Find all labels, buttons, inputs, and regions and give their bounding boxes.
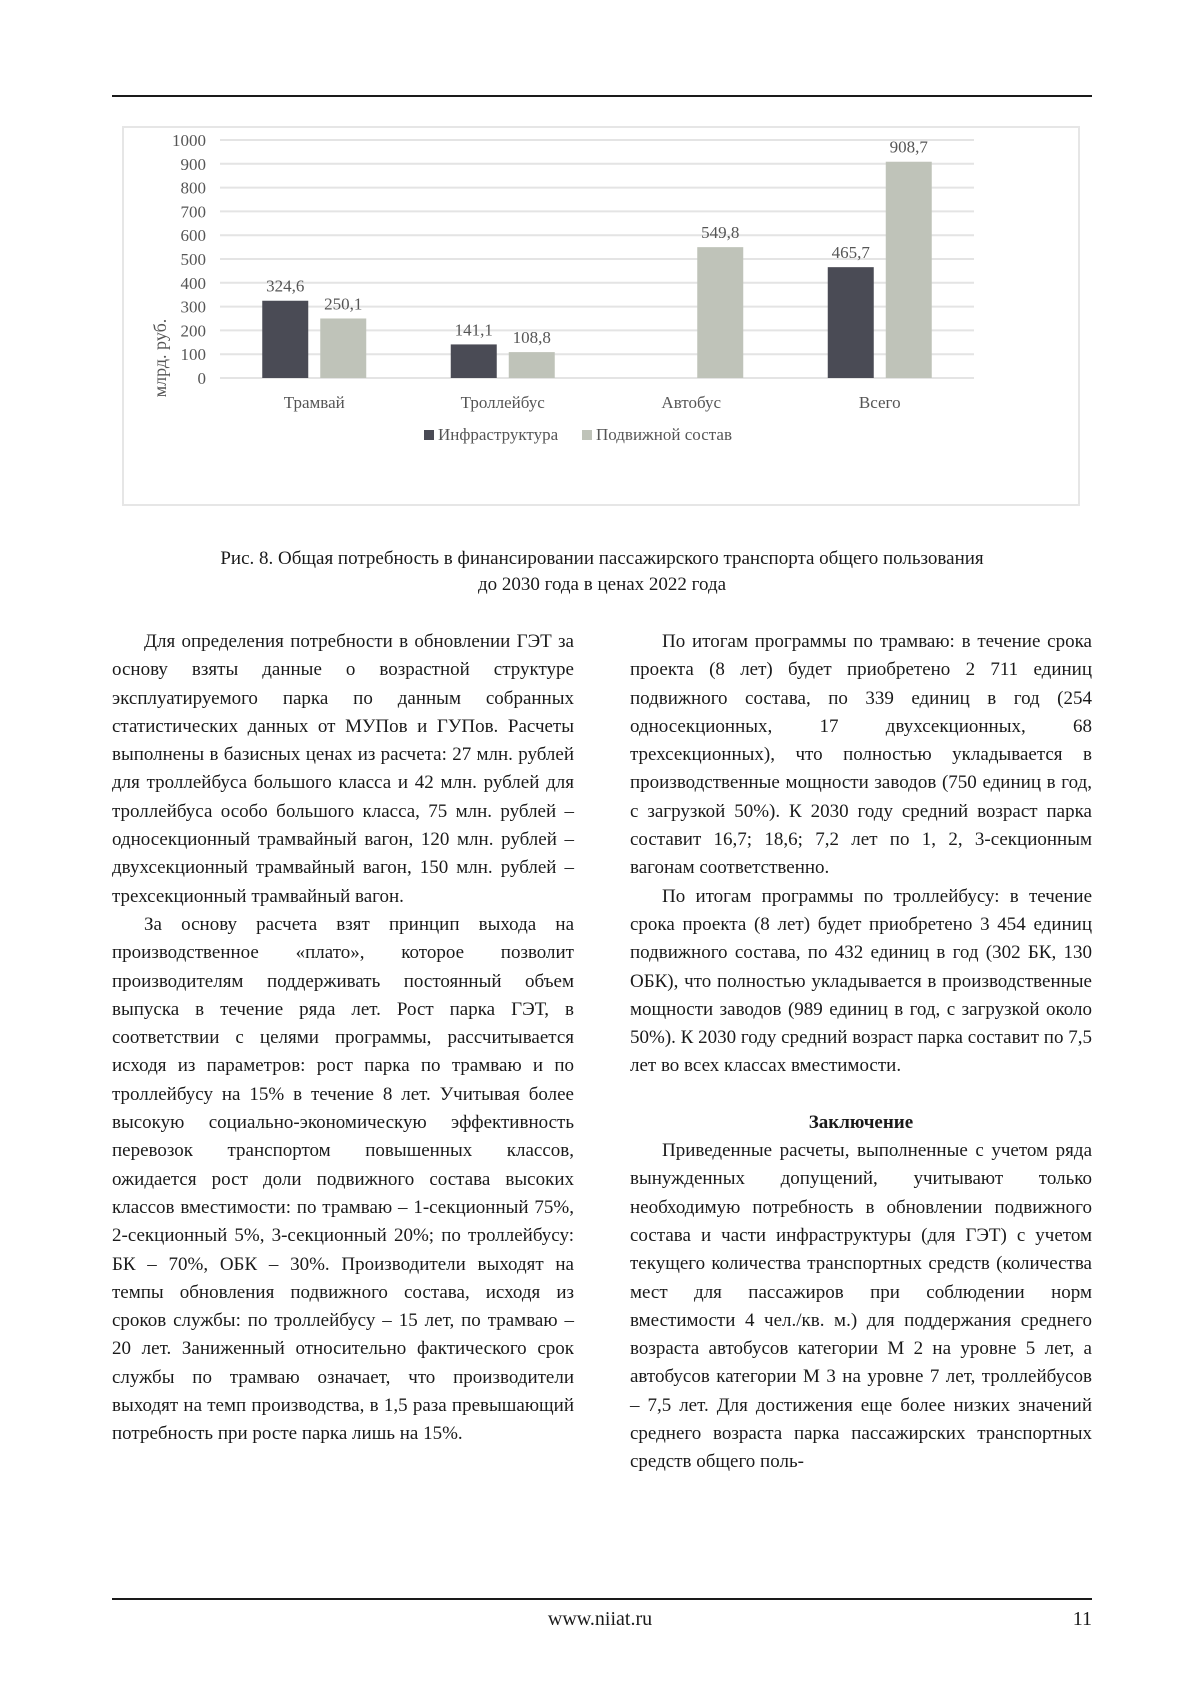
data-label: 549,8 bbox=[701, 223, 740, 243]
x-tick-label: Всего bbox=[858, 393, 901, 412]
x-tick-label: Трамвай bbox=[283, 393, 345, 412]
bar bbox=[697, 247, 743, 378]
page-number: 11 bbox=[1072, 1608, 1092, 1630]
caption-line-2: до 2030 года в ценах 2022 года bbox=[477, 574, 727, 595]
section-heading: Заключение bbox=[808, 1111, 914, 1133]
legend-label: Подвижной состав bbox=[596, 425, 732, 444]
data-label: 324,6 bbox=[266, 276, 305, 296]
footer-url-link[interactable]: www.niiat.ru bbox=[547, 1608, 653, 1630]
legend-swatch bbox=[582, 430, 592, 440]
y-tick-label: 400 bbox=[180, 273, 206, 293]
legend-swatch bbox=[424, 430, 434, 440]
paragraph: По итогам программы по трамваю: в течение срока проекта (8 лет) будет приобретено 2 711 единиц подвижного состава, по 339 единиц в год (254 односекционных, 17 двухсекционных, 68 трехсекционных), что полностью укладывается в производственные мощности заводов (750 единиц в год, с загрузкой 50%). К 2030 году средний возраст парка составит 16,7; 18,6; 7,2 лет по 1, 2, 3-секционным вагонам соответственно. bbox=[630, 631, 1092, 879]
bar bbox=[509, 352, 555, 378]
paragraph: По итогам программы по троллейбусу: в течение срока проекта (8 лет) будет приобретено 3 454 единиц подвижного состава, по 432 единиц в год (302 БК, 130 ОБК), что полностью укладывается в производственные мощности заводов (989 единиц в год, с загрузкой около 50%). К 2030 году средний возраст парка составит по 7,5 лет во всех классах вместимости. bbox=[630, 885, 1092, 1077]
data-label: 141,1 bbox=[454, 320, 493, 340]
data-label: 250,1 bbox=[324, 294, 363, 314]
y-axis-label: млрд. руб. bbox=[150, 318, 170, 398]
footer-rule bbox=[112, 1598, 1092, 1600]
legend-label: Инфраструктура bbox=[438, 425, 559, 444]
bar bbox=[886, 162, 932, 378]
bar bbox=[828, 267, 874, 378]
bar-chart bbox=[122, 126, 1080, 506]
y-tick-label: 200 bbox=[180, 321, 206, 341]
y-tick-label: 500 bbox=[180, 250, 206, 269]
data-label: 465,7 bbox=[831, 243, 870, 263]
y-tick-label: 800 bbox=[180, 178, 206, 198]
chart-canvas bbox=[124, 128, 1082, 508]
figure-caption bbox=[112, 546, 1092, 598]
right-column bbox=[630, 628, 1092, 1477]
header-rule bbox=[112, 95, 1092, 97]
paragraph: Для определения потребности в обновлении ГЭТ за основу взяты данные о возрастной структуре эксплуатируемого парка по данным собранных статистических данных от МУПов и ГУПов. Расчеты выполнены в базисных ценах из расчета: 27 млн. рублей для троллейбуса большого класса и 42 млн. рублей для троллейбуса особо большого класса, 75 млн. рублей – односекционный трамвайный вагон, 120 млн. рублей – двухсекционный трамвайный вагон, 150 млн. рублей – трехсекционный трамвайный вагон. bbox=[112, 631, 574, 907]
bar bbox=[451, 344, 497, 378]
y-tick-label: 900 bbox=[180, 154, 206, 174]
paragraph: Приведенные расчеты, выполненные с учетом ряда вынужденных допущений, учитывают только необходимую потребность в обновлении подвижного состава и части инфраструктуры (для ГЭТ) с учетом текущего количества транспортных средств (количества мест для пассажиров при соблюдении норм вместимости 4 чел./кв. м.) для поддержания среднего возраста автобусов категории М 2 на уровне 5 лет, а автобусов категории М 3 на уровне 7 лет, троллейбусов – 7,5 лет. Для достижения еще более низких значений среднего возраста парка пассажирских транспортных средств общего поль- bbox=[630, 1140, 1092, 1473]
data-label: 108,8 bbox=[512, 328, 551, 348]
y-tick-label: 600 bbox=[180, 226, 206, 246]
x-tick-label: Троллейбус bbox=[460, 393, 545, 412]
y-tick-label: 1000 bbox=[172, 131, 206, 150]
left-column bbox=[112, 628, 574, 1449]
paragraph: За основу расчета взят принцип выхода на производственное «плато», которое позволит производителям поддерживать постоянный объем выпуска в течение ряда лет. Рост парка ГЭТ, в соответствии с целями программы, рассчитывается исходя из параметров: рост парка по трамваю и по троллейбусу на 15% в течение 8 лет. Учитывая более высокую социально-экономическую эффективность перевозок транспортом повышенных классов, ожидается рост доли подвижного состава высоких классов вместимости: по трамваю – 1-секционный 75%, 2-секционный 5%, 3-секционный 20%; по троллейбусу: БК – 70%, ОБК – 30%. Производители выходят на темпы обновления подвижного состава, исходя из сроков службы: по троллейбусу – 15 лет, по трамваю – 20 лет. Заниженный относительно фактического срок службы по трамваю означает, что производители выходят на темп производства, в 1,5 раза превышающий потребность при росте парка лишь на 15%. bbox=[112, 913, 574, 1445]
bar bbox=[262, 301, 308, 378]
data-label: 908,7 bbox=[889, 137, 928, 157]
y-tick-label: 100 bbox=[180, 345, 206, 365]
x-tick-label: Автобус bbox=[661, 393, 722, 412]
bar bbox=[320, 318, 366, 378]
caption-line-1: Рис. 8. Общая потребность в финансировании пассажирского транспорта общего пользования bbox=[220, 548, 984, 569]
y-tick-label: 300 bbox=[180, 297, 206, 317]
y-tick-label: 700 bbox=[180, 202, 206, 222]
y-tick-label: 0 bbox=[197, 369, 206, 388]
